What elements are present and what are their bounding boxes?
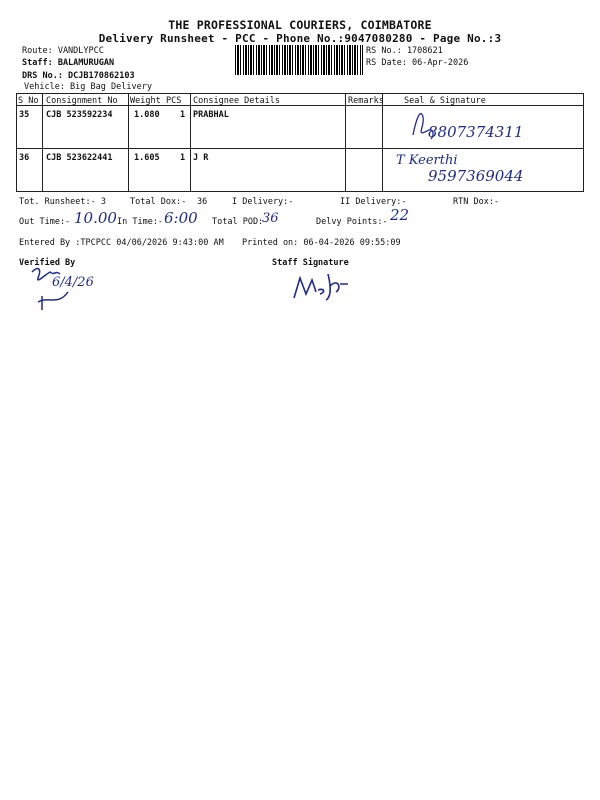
staff-text: Staff: BALAMURUGAN bbox=[22, 58, 115, 68]
ii-delivery: II Delivery:- bbox=[340, 197, 407, 207]
col-header-pcs: PCS bbox=[166, 96, 182, 106]
row-consignee: J R bbox=[193, 153, 209, 163]
delvy-points-value: 22 bbox=[390, 206, 410, 224]
row-sno: 35 bbox=[19, 110, 30, 120]
out-time-value: 10.00 bbox=[74, 209, 117, 227]
col-header-weight: Weight bbox=[130, 96, 161, 106]
verified-by-label: Verified By bbox=[19, 258, 76, 268]
col-header-consignee: Consignee Details bbox=[193, 96, 280, 106]
i-delivery: I Delivery:- bbox=[232, 197, 294, 207]
rs-date: RS Date: 06-Apr-2026 bbox=[366, 58, 469, 68]
row-weight: 1.605 bbox=[134, 153, 160, 163]
out-time-label: Out Time:- bbox=[19, 217, 71, 227]
col-header-seal-signature: Seal & Signature bbox=[404, 96, 486, 106]
handwritten-name: T Keerthi bbox=[396, 153, 458, 168]
handwritten-phone: 9597369044 bbox=[428, 167, 524, 185]
company-title: THE PROFESSIONAL COURIERS, COIMBATORE bbox=[168, 18, 432, 32]
row-consignment: CJB 523622441 bbox=[46, 153, 113, 163]
barcode-image bbox=[235, 45, 363, 75]
rs-number: RS No.: 1708621 bbox=[366, 46, 443, 56]
runsheet-subtitle: Delivery Runsheet - PCC - Phone No.:9047080280 - Page No.:3 bbox=[98, 32, 502, 45]
row-pcs: 1 bbox=[180, 153, 186, 163]
row-weight: 1.080 bbox=[134, 110, 160, 120]
tot-runsheet: Tot. Runsheet:- 3 bbox=[19, 197, 106, 207]
total-dox-value: 36 bbox=[197, 197, 208, 207]
handwritten-phone: 8807374311 bbox=[428, 123, 524, 141]
rtn-dox: RTN Dox:- bbox=[453, 197, 500, 207]
row-consignee: PRABHAL bbox=[193, 110, 229, 120]
col-header-remarks: Remarks bbox=[348, 96, 384, 106]
in-time-label: In Time:- bbox=[117, 217, 164, 227]
total-pod-label: Total POD:- bbox=[212, 217, 269, 227]
row-pcs: 1 bbox=[180, 110, 186, 120]
delvy-points-label: Delvy Points:- bbox=[316, 217, 388, 227]
vehicle-text: Vehicle: Big Bag Delivery bbox=[24, 82, 152, 92]
printed-on: Printed on: 06-04-2026 09:55:09 bbox=[242, 238, 401, 248]
row-sno: 36 bbox=[19, 153, 30, 163]
row-consignment: CJB 523592234 bbox=[46, 110, 113, 120]
total-pod-value: 36 bbox=[262, 211, 279, 226]
total-dox-label: Total Dox:- bbox=[130, 197, 187, 207]
route-text: Route: VANDLYPCC bbox=[22, 46, 104, 56]
col-header-consignment: Consignment No bbox=[46, 96, 118, 106]
in-time-value: 6:00 bbox=[164, 209, 198, 227]
staff-signature-label: Staff Signature bbox=[272, 258, 349, 268]
col-header-sno: S No bbox=[18, 96, 39, 106]
drs-number: DRS No.: DCJB170862103 bbox=[22, 71, 135, 81]
delivery-table bbox=[16, 93, 584, 193]
staff-signature bbox=[290, 270, 356, 304]
entered-by: Entered By :TPCPCC 04/06/2026 9:43:00 AM bbox=[19, 238, 224, 248]
verified-date: 6/4/26 bbox=[52, 275, 94, 290]
